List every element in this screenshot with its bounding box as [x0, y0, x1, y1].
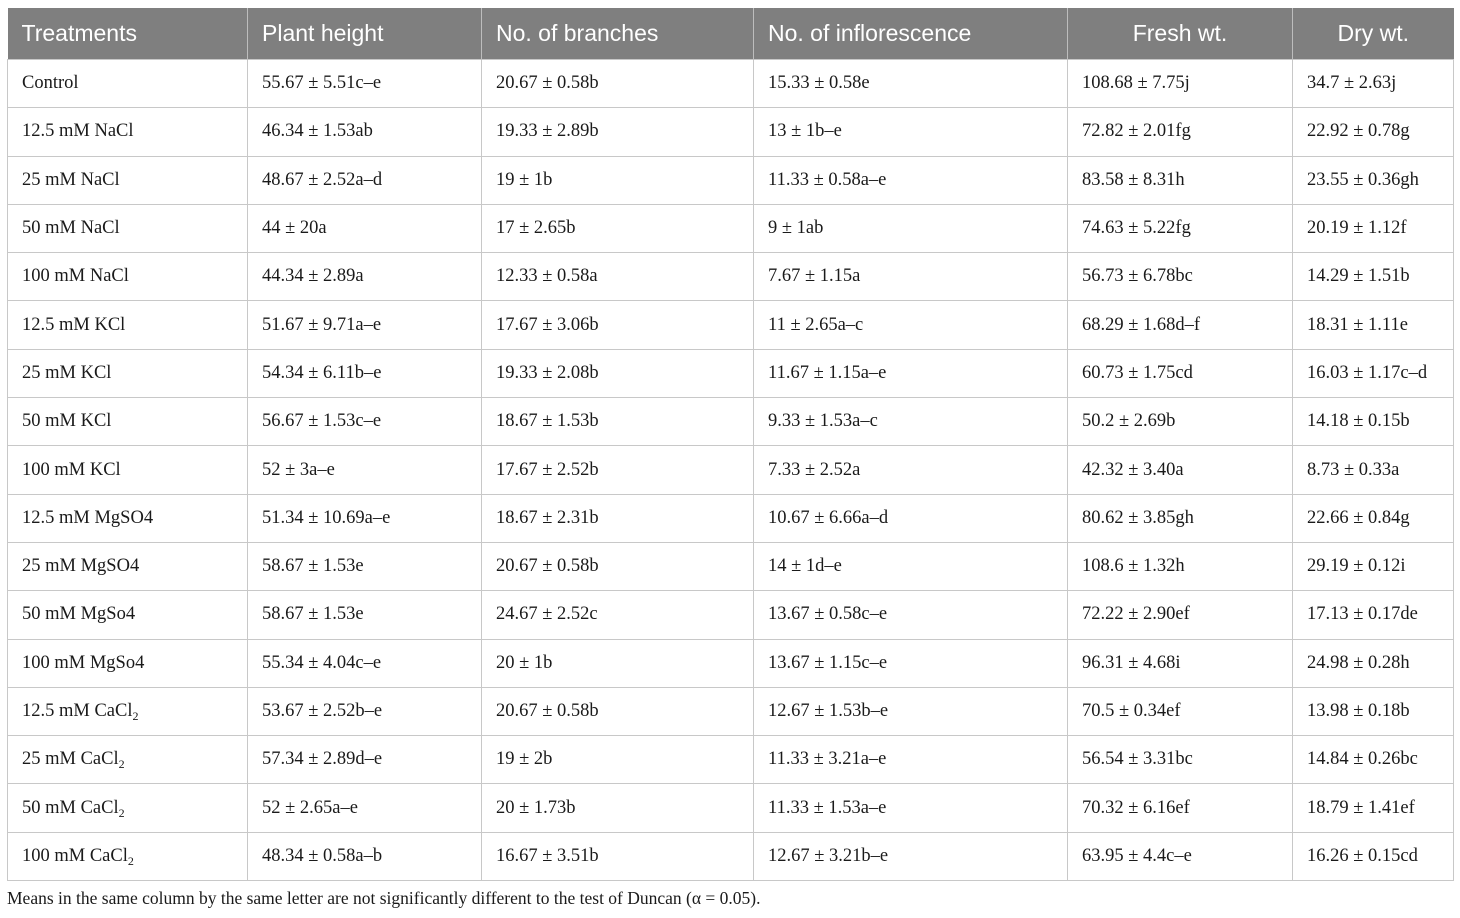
subscript: 2 — [132, 709, 139, 723]
header-row — [8, 8, 1454, 60]
fresh-wt-cell: 74.63 ± 5.22fg — [1068, 204, 1293, 252]
inflorescence-cell: 9 ± 1ab — [754, 204, 1068, 252]
plant-height-cell: 48.67 ± 2.52a–d — [248, 156, 482, 204]
branches-cell: 19.33 ± 2.08b — [482, 349, 754, 397]
table-row — [8, 108, 1454, 156]
branches-cell: 19 ± 2b — [482, 736, 754, 784]
dry-wt-cell: 18.31 ± 1.11e — [1293, 301, 1454, 349]
dry-wt-cell: 29.19 ± 0.12i — [1293, 542, 1454, 590]
results-table — [7, 8, 1454, 881]
branches-cell: 20 ± 1b — [482, 639, 754, 687]
fresh-wt-cell: 108.6 ± 1.32h — [1068, 542, 1293, 590]
header-dry-wt: Dry wt. — [1293, 8, 1454, 60]
branches-cell: 20.67 ± 0.58b — [482, 60, 754, 108]
table-row — [8, 398, 1454, 446]
table-row — [8, 687, 1454, 735]
branches-cell: 20.67 ± 0.58b — [482, 542, 754, 590]
plant-height-cell: 55.67 ± 5.51c–e — [248, 60, 482, 108]
table-row — [8, 494, 1454, 542]
branches-cell: 17.67 ± 2.52b — [482, 446, 754, 494]
plant-height-cell: 51.67 ± 9.71a–e — [248, 301, 482, 349]
subscript: 2 — [127, 853, 134, 868]
fresh-wt-cell: 72.22 ± 2.90ef — [1068, 591, 1293, 639]
table-footnote: Means in the same column by the same letter are not significantly different to the test of Duncan (α = 0.05). — [7, 888, 761, 908]
treatment-cell: 100 mM NaCl — [8, 253, 248, 301]
header-plant-height: Plant height — [248, 8, 482, 60]
inflorescence-cell: 15.33 ± 0.58e — [754, 60, 1068, 108]
inflorescence-cell: 13.67 ± 1.15c–e — [754, 639, 1068, 687]
inflorescence-cell: 12.67 ± 1.53b–e — [754, 687, 1068, 735]
treatment-label: 12.5 mM CaCl — [22, 701, 133, 721]
subscript: 2 — [118, 757, 125, 772]
fresh-wt-cell: 80.62 ± 3.85gh — [1068, 494, 1293, 542]
dry-wt-cell: 22.66 ± 0.84g — [1293, 494, 1454, 542]
dry-wt-cell: 16.03 ± 1.17c–d — [1293, 349, 1454, 397]
fresh-wt-cell: 42.32 ± 3.40a — [1068, 446, 1293, 494]
treatment-cell: 12.5 mM MgSO4 — [8, 494, 248, 542]
branches-cell: 17 ± 2.65b — [482, 204, 754, 252]
branches-cell: 17.67 ± 3.06b — [482, 301, 754, 349]
treatment-cell — [8, 736, 248, 784]
dry-wt-cell: 22.92 ± 0.78g — [1293, 108, 1454, 156]
treatment-label: 100 mM CaCl — [22, 845, 128, 866]
inflorescence-cell: 11.67 ± 1.15a–e — [754, 349, 1068, 397]
plant-height-cell: 58.67 ± 1.53e — [248, 542, 482, 590]
branches-cell: 24.67 ± 2.52c — [482, 591, 754, 639]
treatment-cell: 25 mM KCl — [8, 349, 248, 397]
table-row — [8, 301, 1454, 349]
header-no-of-branches: No. of branches — [482, 8, 754, 60]
header-treatments: Treatments — [8, 8, 248, 60]
treatment-cell — [8, 687, 248, 735]
dry-wt-cell: 34.7 ± 2.63j — [1293, 60, 1454, 108]
header-fresh-wt: Fresh wt. — [1068, 8, 1293, 60]
table-row — [8, 542, 1454, 590]
table-row — [8, 446, 1454, 494]
results-table-container — [7, 8, 1453, 881]
inflorescence-cell: 7.67 ± 1.15a — [754, 253, 1068, 301]
table-row — [8, 349, 1454, 397]
header-no-of-inflorescence: No. of inflorescence — [754, 8, 1068, 60]
table-row — [8, 591, 1454, 639]
plant-height-cell: 53.67 ± 2.52b–e — [248, 687, 482, 735]
fresh-wt-cell: 68.29 ± 1.68d–f — [1068, 301, 1293, 349]
dry-wt-cell: 14.18 ± 0.15b — [1293, 398, 1454, 446]
fresh-wt-cell: 56.73 ± 6.78bc — [1068, 253, 1293, 301]
branches-cell: 19.33 ± 2.89b — [482, 108, 754, 156]
dry-wt-cell: 14.84 ± 0.26bc — [1293, 736, 1454, 784]
branches-cell: 20 ± 1.73b — [482, 784, 754, 832]
treatment-cell: 100 mM KCl — [8, 446, 248, 494]
branches-cell: 16.67 ± 3.51b — [482, 832, 754, 880]
inflorescence-cell: 13 ± 1b–e — [754, 108, 1068, 156]
treatment-cell: 100 mM MgSo4 — [8, 639, 248, 687]
branches-cell: 18.67 ± 2.31b — [482, 494, 754, 542]
inflorescence-cell: 10.67 ± 6.66a–d — [754, 494, 1068, 542]
dry-wt-cell: 18.79 ± 1.41ef — [1293, 784, 1454, 832]
plant-height-cell: 54.34 ± 6.11b–e — [248, 349, 482, 397]
dry-wt-cell: 24.98 ± 0.28h — [1293, 639, 1454, 687]
plant-height-cell: 51.34 ± 10.69a–e — [248, 494, 482, 542]
plant-height-cell: 57.34 ± 2.89d–e — [248, 736, 482, 784]
inflorescence-cell: 9.33 ± 1.53a–c — [754, 398, 1068, 446]
table-row — [8, 253, 1454, 301]
dry-wt-cell: 8.73 ± 0.33a — [1293, 446, 1454, 494]
inflorescence-cell: 14 ± 1d–e — [754, 542, 1068, 590]
fresh-wt-cell: 70.32 ± 6.16ef — [1068, 784, 1293, 832]
fresh-wt-cell: 63.95 ± 4.4c–e — [1068, 832, 1293, 880]
inflorescence-cell: 11.33 ± 1.53a–e — [754, 784, 1068, 832]
plant-height-cell: 56.67 ± 1.53c–e — [248, 398, 482, 446]
table-row — [8, 639, 1454, 687]
fresh-wt-cell: 83.58 ± 8.31h — [1068, 156, 1293, 204]
table-row — [8, 736, 1454, 784]
branches-cell: 20.67 ± 0.58b — [482, 687, 754, 735]
dry-wt-cell: 23.55 ± 0.36gh — [1293, 156, 1454, 204]
dry-wt-cell: 17.13 ± 0.17de — [1293, 591, 1454, 639]
treatment-cell — [8, 832, 248, 880]
inflorescence-cell: 7.33 ± 2.52a — [754, 446, 1068, 494]
table-row — [8, 204, 1454, 252]
branches-cell: 18.67 ± 1.53b — [482, 398, 754, 446]
plant-height-cell: 44.34 ± 2.89a — [248, 253, 482, 301]
dry-wt-cell: 20.19 ± 1.12f — [1293, 204, 1454, 252]
inflorescence-cell: 12.67 ± 3.21b–e — [754, 832, 1068, 880]
branches-cell: 12.33 ± 0.58a — [482, 253, 754, 301]
table-row — [8, 156, 1454, 204]
treatment-cell: 50 mM KCl — [8, 398, 248, 446]
inflorescence-cell: 11.33 ± 3.21a–e — [754, 736, 1068, 784]
plant-height-cell: 52 ± 2.65a–e — [248, 784, 482, 832]
inflorescence-cell: 11.33 ± 0.58a–e — [754, 156, 1068, 204]
plant-height-cell: 58.67 ± 1.53e — [248, 591, 482, 639]
fresh-wt-cell: 108.68 ± 7.75j — [1068, 60, 1293, 108]
dry-wt-cell: 16.26 ± 0.15cd — [1293, 832, 1454, 880]
dry-wt-cell: 14.29 ± 1.51b — [1293, 253, 1454, 301]
treatment-label: 50 mM CaCl — [22, 797, 119, 818]
fresh-wt-cell: 70.5 ± 0.34ef — [1068, 687, 1293, 735]
inflorescence-cell: 11 ± 2.65a–c — [754, 301, 1068, 349]
plant-height-cell: 52 ± 3a–e — [248, 446, 482, 494]
dry-wt-cell: 13.98 ± 0.18b — [1293, 687, 1454, 735]
inflorescence-cell: 13.67 ± 0.58c–e — [754, 591, 1068, 639]
plant-height-cell: 55.34 ± 4.04c–e — [248, 639, 482, 687]
table-row — [8, 60, 1454, 108]
fresh-wt-cell: 96.31 ± 4.68i — [1068, 639, 1293, 687]
treatment-cell — [8, 784, 248, 832]
plant-height-cell: 44 ± 20a — [248, 204, 482, 252]
branches-cell: 19 ± 1b — [482, 156, 754, 204]
treatment-cell: 12.5 mM KCl — [8, 301, 248, 349]
fresh-wt-cell: 56.54 ± 3.31bc — [1068, 736, 1293, 784]
table-row — [8, 832, 1454, 880]
plant-height-cell: 48.34 ± 0.58a–b — [248, 832, 482, 880]
plant-height-cell: 46.34 ± 1.53ab — [248, 108, 482, 156]
treatment-cell: 50 mM MgSo4 — [8, 591, 248, 639]
fresh-wt-cell: 72.82 ± 2.01fg — [1068, 108, 1293, 156]
fresh-wt-cell: 60.73 ± 1.75cd — [1068, 349, 1293, 397]
treatment-cell: 25 mM MgSO4 — [8, 542, 248, 590]
fresh-wt-cell: 50.2 ± 2.69b — [1068, 398, 1293, 446]
subscript: 2 — [118, 805, 125, 820]
treatment-cell: 12.5 mM NaCl — [8, 108, 248, 156]
treatment-cell: Control — [8, 60, 248, 108]
treatment-cell: 25 mM NaCl — [8, 156, 248, 204]
table-row — [8, 784, 1454, 832]
table-body — [8, 60, 1454, 881]
treatment-label: 25 mM CaCl — [22, 749, 119, 770]
treatment-cell: 50 mM NaCl — [8, 204, 248, 252]
table-header — [8, 8, 1454, 60]
